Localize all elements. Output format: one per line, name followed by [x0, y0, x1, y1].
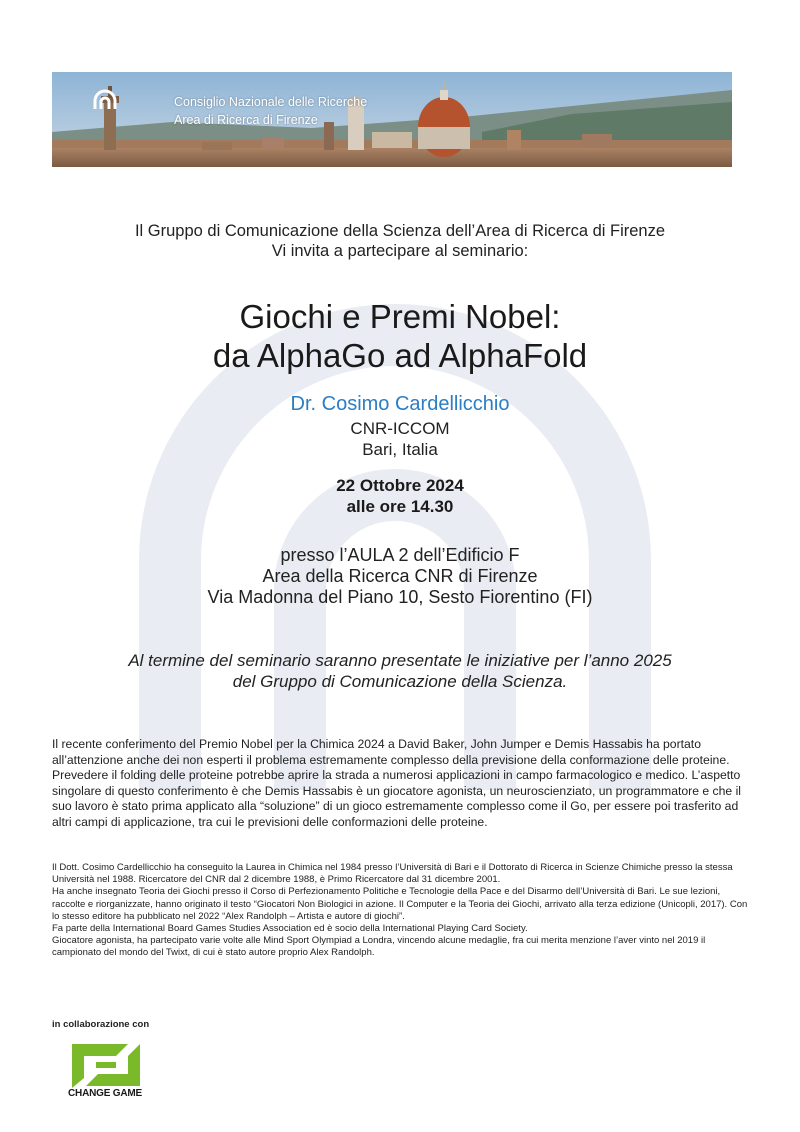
seminar-abstract	[52, 737, 752, 831]
speaker-bio	[52, 862, 752, 960]
abstract-text: Il recente conferimento del Premio Nobel per la Chimica 2024 a David Baker, John Jumper e Demis Hassabis ha portato all’attenzione anche dei non esperti il problema estremamente complesso della previsione della conformazione delle proteine. Prevedere il folding delle proteine potrebbe aprire la strada a numerosi applicazioni in campo farmacologico e medico. L’aspetto singolare di questo conferimento è che Demis Hassabis è un giocatore agonista, un neuroscienziato, un programmatore e che il suo lavoro è stato prima applicato alla “soluzione” di un gioco estremamente complesso come il Go, per essere poi trasferito ad altri campi di applicazione, tra cui le previsioni delle conformazioni delle proteine.	[52, 737, 741, 829]
partner-name: CHANGE GAME	[68, 1088, 142, 1099]
org-line-1: Consiglio Nazionale delle Ricerche	[174, 95, 368, 109]
bio-paragraph: Fa parte della International Board Games Studies Association ed è socio della International Playing Card Society.	[52, 923, 528, 935]
invitation-intro	[0, 221, 800, 261]
seminar-title	[0, 297, 800, 375]
intro-line-1: Il Gruppo di Comunicazione della Scienza dell’Area di Ricerca di Firenze	[134, 222, 666, 240]
bio-paragraph: Il Dott. Cosimo Cardellicchio ha conseguito la Laurea in Chimica nel 1984 presso l’Università di Bari e il Dottorato di Ricerca in Scienze Chimiche presso la stessa Università nel 1988. Ricercatore del CNR dal 2 dicembre 1988, è Primo Ricercatore dal 31 dicembre 2001.	[52, 862, 733, 886]
bio-paragraph: Giocatore agonista, ha partecipato varie volte alle Mind Sport Olympiad a Londra, vincendo alcune medaglie, fra cui merita menzione l’aver vinto nel 2019 il campionato del mondo del Twixt, di cui è stato autore proprio Alex Randolph.	[52, 935, 706, 959]
venue-area: Area della Ricerca CNR di Firenze	[262, 566, 538, 586]
collaboration-label: in collaborazione con	[52, 1019, 150, 1030]
speaker-location: Bari, Italia	[362, 440, 438, 459]
org-line-2: Area di Ricerca di Firenze	[174, 113, 318, 127]
seminar-time: alle ore 14.30	[346, 497, 454, 516]
speaker-affiliation	[0, 418, 800, 460]
speaker-institution: CNR-ICCOM	[350, 419, 450, 438]
title-line-1: Giochi e Premi Nobel:	[239, 298, 561, 335]
bio-paragraph: Ha anche insegnato Teoria dei Giochi presso il Corso di Perfezionamento Politiche e Tecnologie della Pace e del Disarmo dell’Università di Bari. Le sue lezioni, raccolte e riorganizzate, hanno originato il testo “Giocatori Non Biologici in azione. Il Computer e la Teoria dei Giochi, arrivato alla terza edizione (Unicopli, 2017). Con lo stesso editore ha pubblicato nel 2022 “Alex Randolph – Artista e autore di giochi”.	[52, 886, 748, 922]
venue-room: presso l’AULA 2 dell’Edificio F	[280, 545, 520, 565]
venue-address: Via Madonna del Piano 10, Sesto Fiorentino (FI)	[207, 587, 593, 607]
intro-line-2: Vi invita a partecipare al seminario:	[271, 242, 529, 260]
seminar-date: 22 Ottobre 2024	[336, 476, 464, 495]
title-line-2: da AlphaGo ad AlphaFold	[212, 337, 588, 374]
seminar-venue	[0, 545, 800, 608]
speaker-name: Dr. Cosimo Cardellicchio	[290, 393, 510, 415]
closing-note	[0, 650, 800, 692]
note-line-1: Al termine del seminario saranno presentate le iniziative per l’anno 2025	[128, 651, 672, 670]
seminar-schedule	[0, 475, 800, 517]
note-line-2: del Gruppo di Comunicazione della Scienza.	[232, 672, 568, 691]
